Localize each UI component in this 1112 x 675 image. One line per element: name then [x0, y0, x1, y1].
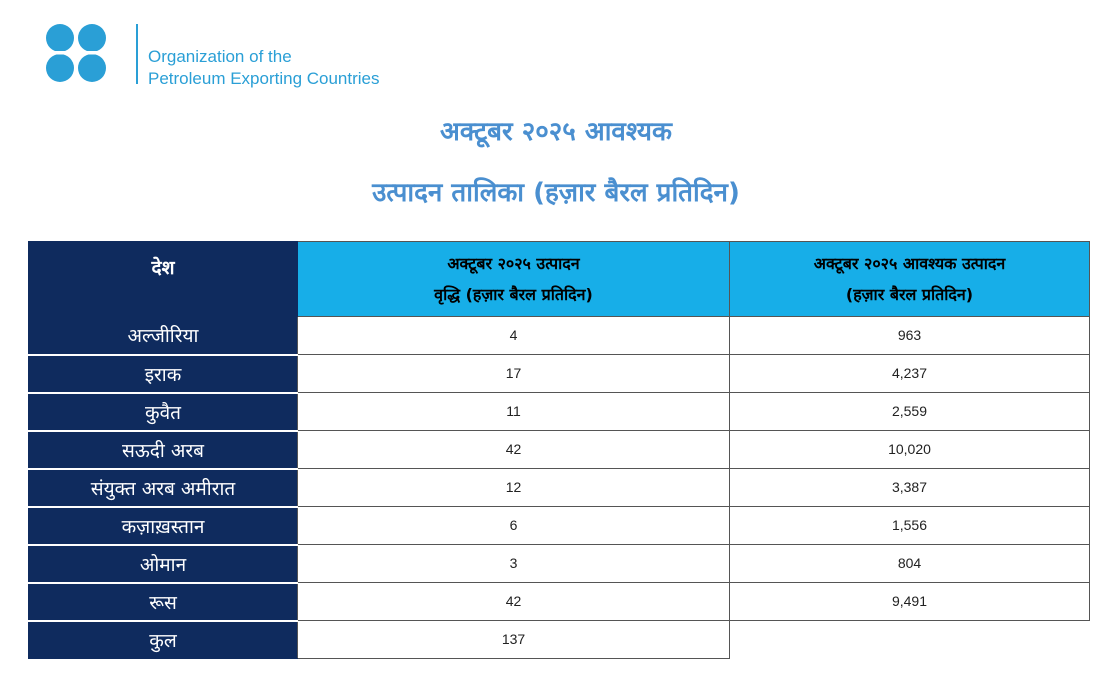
- opec-emblem-icon: [44, 22, 116, 84]
- country-cell: कुवैत: [29, 393, 298, 431]
- header-required: [730, 242, 1090, 317]
- org-name: [148, 46, 380, 90]
- increase-cell: 3: [298, 545, 730, 583]
- required-cell: 804: [730, 545, 1090, 583]
- org-name-line2: Petroleum Exporting Countries: [148, 69, 380, 88]
- header-increase-line2: वृद्धि (हज़ार बैरल प्रतिदिन): [434, 285, 593, 304]
- increase-cell: 17: [298, 355, 730, 393]
- country-cell: अल्जीरिया: [29, 317, 298, 355]
- table-total-row: [29, 621, 1090, 659]
- logo-divider: [136, 24, 138, 84]
- total-increase-cell: 137: [298, 621, 730, 659]
- required-cell: 963: [730, 317, 1090, 355]
- required-cell: 3,387: [730, 469, 1090, 507]
- opec-logo: [44, 20, 424, 90]
- required-cell: 9,491: [730, 583, 1090, 621]
- increase-cell: 42: [298, 583, 730, 621]
- increase-cell: 42: [298, 431, 730, 469]
- required-cell: 2,559: [730, 393, 1090, 431]
- empty-cell: [730, 621, 1090, 659]
- country-cell: ओमान: [29, 545, 298, 583]
- header-required-line1: अक्टूबर २०२५ आवश्यक उत्पादन: [813, 254, 1006, 273]
- increase-cell: 4: [298, 317, 730, 355]
- table-row: [29, 355, 1090, 393]
- required-cell: 4,237: [730, 355, 1090, 393]
- country-cell: इराक: [29, 355, 298, 393]
- country-cell: सऊदी अरब: [29, 431, 298, 469]
- increase-cell: 11: [298, 393, 730, 431]
- table-row: [29, 545, 1090, 583]
- country-cell: कज़ाख़स्तान: [29, 507, 298, 545]
- table-row: [29, 507, 1090, 545]
- table-row: [29, 583, 1090, 621]
- table-header-row: [29, 242, 1090, 317]
- table-row: [29, 431, 1090, 469]
- total-label-cell: कुल: [29, 621, 298, 659]
- header-required-line2: (हज़ार बैरल प्रतिदिन): [845, 285, 974, 304]
- production-table: [28, 241, 1090, 659]
- header-increase: [298, 242, 730, 317]
- required-cell: 10,020: [730, 431, 1090, 469]
- header-increase-line1: अक्टूबर २०२५ उत्पादन: [447, 254, 580, 273]
- table-row: [29, 393, 1090, 431]
- table-row: [29, 469, 1090, 507]
- country-cell: संयुक्त अरब अमीरात: [29, 469, 298, 507]
- country-cell: रूस: [29, 583, 298, 621]
- header-country: देश: [29, 242, 298, 317]
- table-row: [29, 317, 1090, 355]
- org-name-line1: Organization of the: [148, 47, 292, 66]
- page-title-line2: उत्पादन तालिका (हज़ार बैरल प्रतिदिन): [372, 178, 740, 208]
- increase-cell: 6: [298, 507, 730, 545]
- page-title-line1: अक्टूबर २०२५ आवश्यक: [440, 117, 672, 147]
- required-cell: 1,556: [730, 507, 1090, 545]
- increase-cell: 12: [298, 469, 730, 507]
